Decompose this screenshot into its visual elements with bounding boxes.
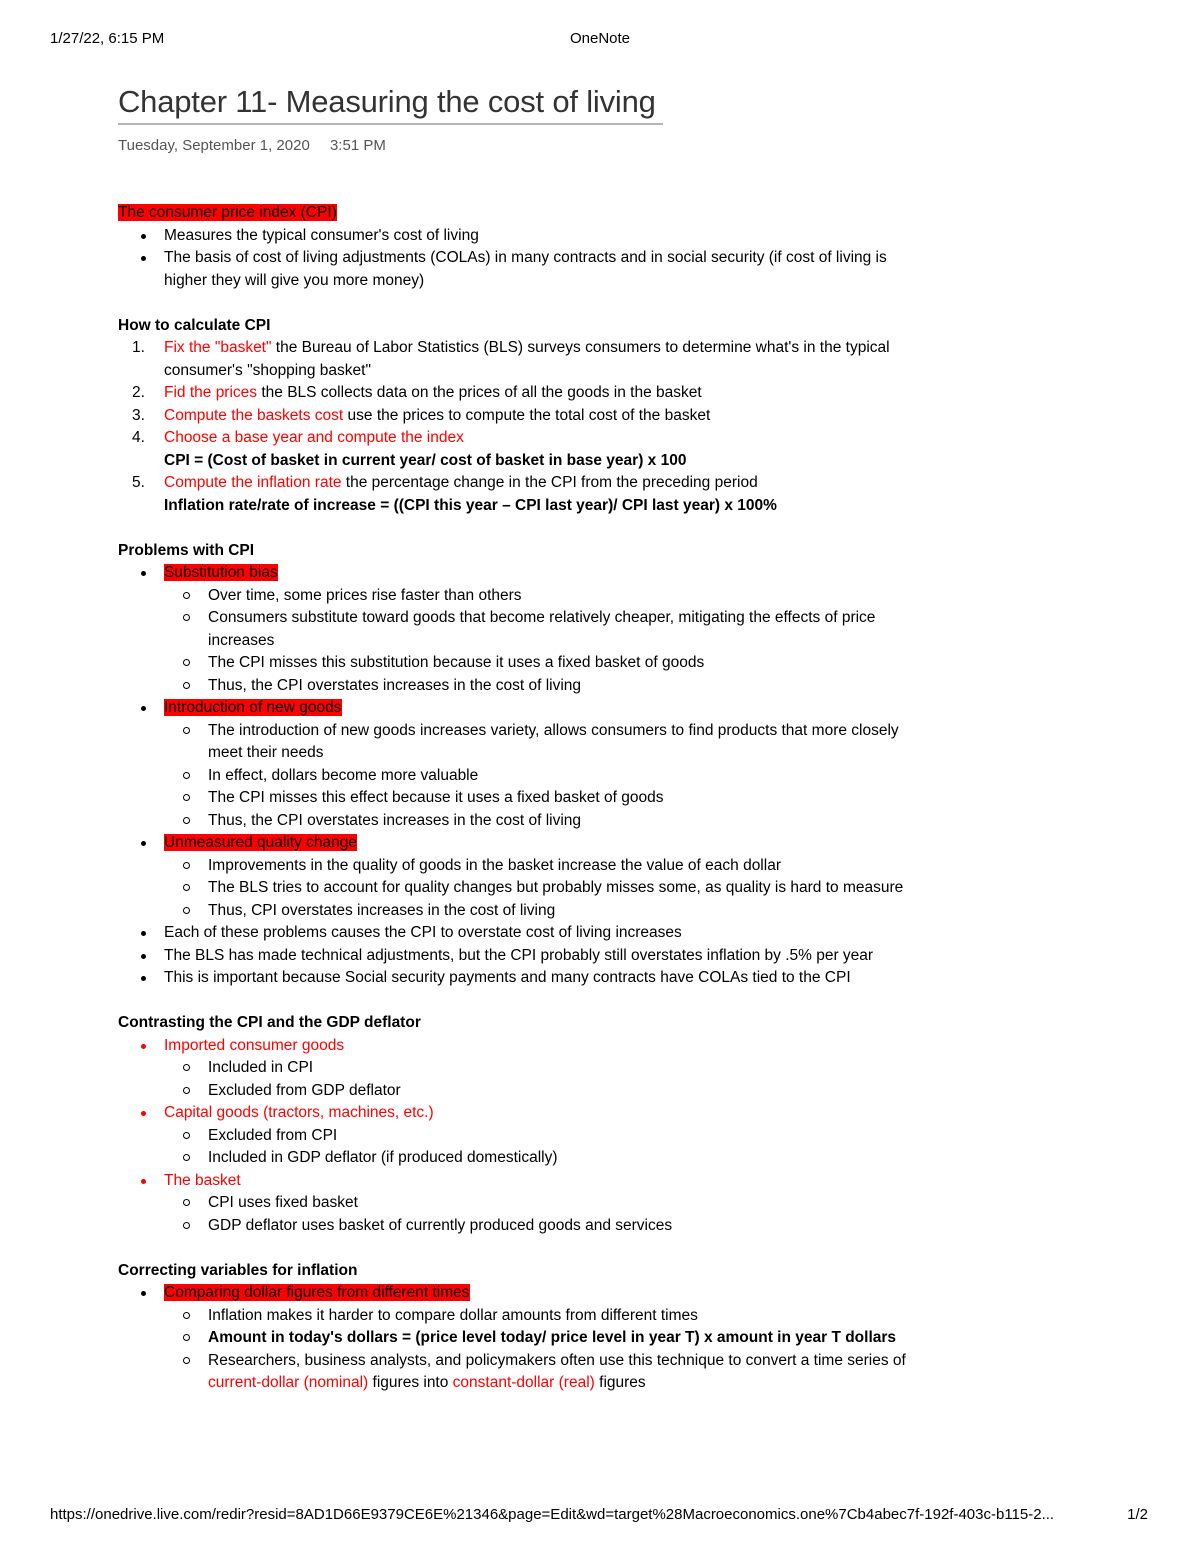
sub-item: The CPI misses this substitution because it uses a fixed basket of goods [164,652,908,675]
list-item: The basis of cost of living adjustments (COLAs) in many contracts and in social security (if cost of living is higher they will give you more money) [118,247,908,292]
sub-item: Amount in today's dollars = (price level today/ price level in year T) x amount in year T dollars [164,1327,908,1350]
print-page-number: 1/2 [1127,1506,1148,1523]
sub-item: Excluded from CPI [164,1125,908,1148]
page-time: 3:51 PM [329,137,386,154]
step-item: 5. Compute the inflation rate the percentage change in the CPI from the preceding period Inflation rate/rate of increase = ((CPI this year – CPI last year)/ CPI last year) x 100% [132,474,777,514]
section-heading-correcting: Correcting variables for inflation [118,1261,358,1279]
step-item: 3. Compute the baskets cost use the prices to compute the total cost of the basket [132,406,711,424]
sub-item: Thus, CPI overstates increases in the cost of living [164,900,908,923]
problem-item: Substitution bias Over time, some prices rise faster than others Consumers substitute toward goods that become relatively cheaper, mitigating the effects of price increases The CPI misses this substitution because it uses a fixed basket of goods Thus, the CPI overstates increases in the cost of living [118,562,908,697]
section-heading-calculate: How to calculate CPI [118,316,271,334]
contrast-item: The basket CPI uses fixed basket GDP deflator uses basket of currently produced goods and services [118,1170,908,1238]
sub-item: Inflation makes it harder to compare dollar amounts from different times [164,1305,908,1328]
contrast-list [118,1035,908,1238]
cpi-list [118,225,908,293]
sub-item: CPI uses fixed basket [164,1192,908,1215]
sub-item: Improvements in the quality of goods in the basket increase the value of each dollar [164,855,908,878]
problems-list [118,562,908,990]
page-date: Tuesday, September 1, 2020 [118,137,310,154]
section-heading-problems: Problems with CPI [118,541,255,559]
sub-item: Thus, the CPI overstates increases in the cost of living [164,810,908,833]
section-heading-cpi: The consumer price index (CPI) [118,204,337,221]
sub-item: Researchers, business analysts, and policymakers often use this technique to convert a time series of current-dollar (nominal) figures into constant-dollar (real) figures [164,1350,908,1395]
list-item: The BLS has made technical adjustments, but the CPI probably still overstates inflation by .5% per year [118,945,908,968]
sub-item: The introduction of new goods increases variety, allows consumers to find products that more closely meet their needs [164,720,908,765]
sub-item: Included in GDP deflator (if produced domestically) [164,1147,908,1170]
list-item: This is important because Social security payments and many contracts have COLAs tied to the CPI [118,967,908,990]
sub-item: The CPI misses this effect because it uses a fixed basket of goods [164,787,908,810]
correcting-list [118,1282,908,1395]
section-heading-contrast: Contrasting the CPI and the GDP deflator [118,1014,421,1031]
page-title[interactable]: Chapter 11- Measuring the cost of living [118,84,663,125]
sub-item: Over time, some prices rise faster than others [164,585,908,608]
sub-item: Included in CPI [164,1057,908,1080]
print-datetime: 1/27/22, 6:15 PM [50,30,165,47]
sub-item: Excluded from GDP deflator [164,1080,908,1103]
page-datetime [118,137,386,154]
note-content[interactable] [118,202,908,1395]
sub-item: The BLS tries to account for quality changes but probably misses some, as quality is hard to measure [164,877,908,900]
list-item: Measures the typical consumer's cost of living [118,225,908,248]
step-item: 4. Choose a base year and compute the index CPI = (Cost of basket in current year/ cost of basket in base year) x 100 [132,429,687,469]
sub-item: GDP deflator uses basket of currently produced goods and services [164,1215,908,1238]
problem-item: Introduction of new goods The introduction of new goods increases variety, allows consumers to find products that more closely meet their needs In effect, dollars become more valuable The CPI misses this effect because it uses a fixed basket of goods Thus, the CPI overstates increases in the cost of living [118,697,908,832]
correcting-item: Comparing dollar figures from different times Inflation makes it harder to compare dollar amounts from different times Amount in today's dollars = (price level today/ price level in year T) x amount in year T dollars Researchers, business analysts, and policymakers often use this technique to convert a time series of current-dollar (nominal) figures into constant-dollar (real) figures [118,1282,908,1395]
sub-item: Thus, the CPI overstates increases in the cost of living [164,675,908,698]
sub-item: In effect, dollars become more valuable [164,765,908,788]
list-item: Each of these problems causes the CPI to overstate cost of living increases [118,922,908,945]
contrast-item: Imported consumer goods Included in CPI Excluded from GDP deflator [118,1035,908,1103]
inflation-formula: Inflation rate/rate of increase = ((CPI this year – CPI last year)/ CPI last year) x 100% [164,496,777,514]
sub-item: Consumers substitute toward goods that become relatively cheaper, mitigating the effects of price increases [164,607,908,652]
cpi-formula: CPI = (Cost of basket in current year/ cost of basket in base year) x 100 [164,451,687,469]
problem-item: Unmeasured quality change Improvements in the quality of goods in the basket increase the value of each dollar The BLS tries to account for quality changes but probably misses some, as quality is hard to measure Thus, CPI overstates increases in the cost of living [118,832,908,922]
calc-steps [118,337,908,517]
step-item: 1. Fix the "basket" the Bureau of Labor Statistics (BLS) surveys consumers to determine what's in the typical consumer's "shopping basket" [132,339,890,379]
contrast-item: Capital goods (tractors, machines, etc.) Excluded from CPI Included in GDP deflator (if produced domestically) [118,1102,908,1170]
step-item: 2. Fid the prices the BLS collects data on the prices of all the goods in the basket [132,384,702,401]
print-app-name: OneNote [569,30,631,47]
print-url: https://onedrive.live.com/redir?resid=8AD1D66E9379CE6E%21346&page=Edit&wd=target%28Macroeconomics.one%7Cb4abec7f-192f-403c-b115-2... [50,1506,1055,1523]
